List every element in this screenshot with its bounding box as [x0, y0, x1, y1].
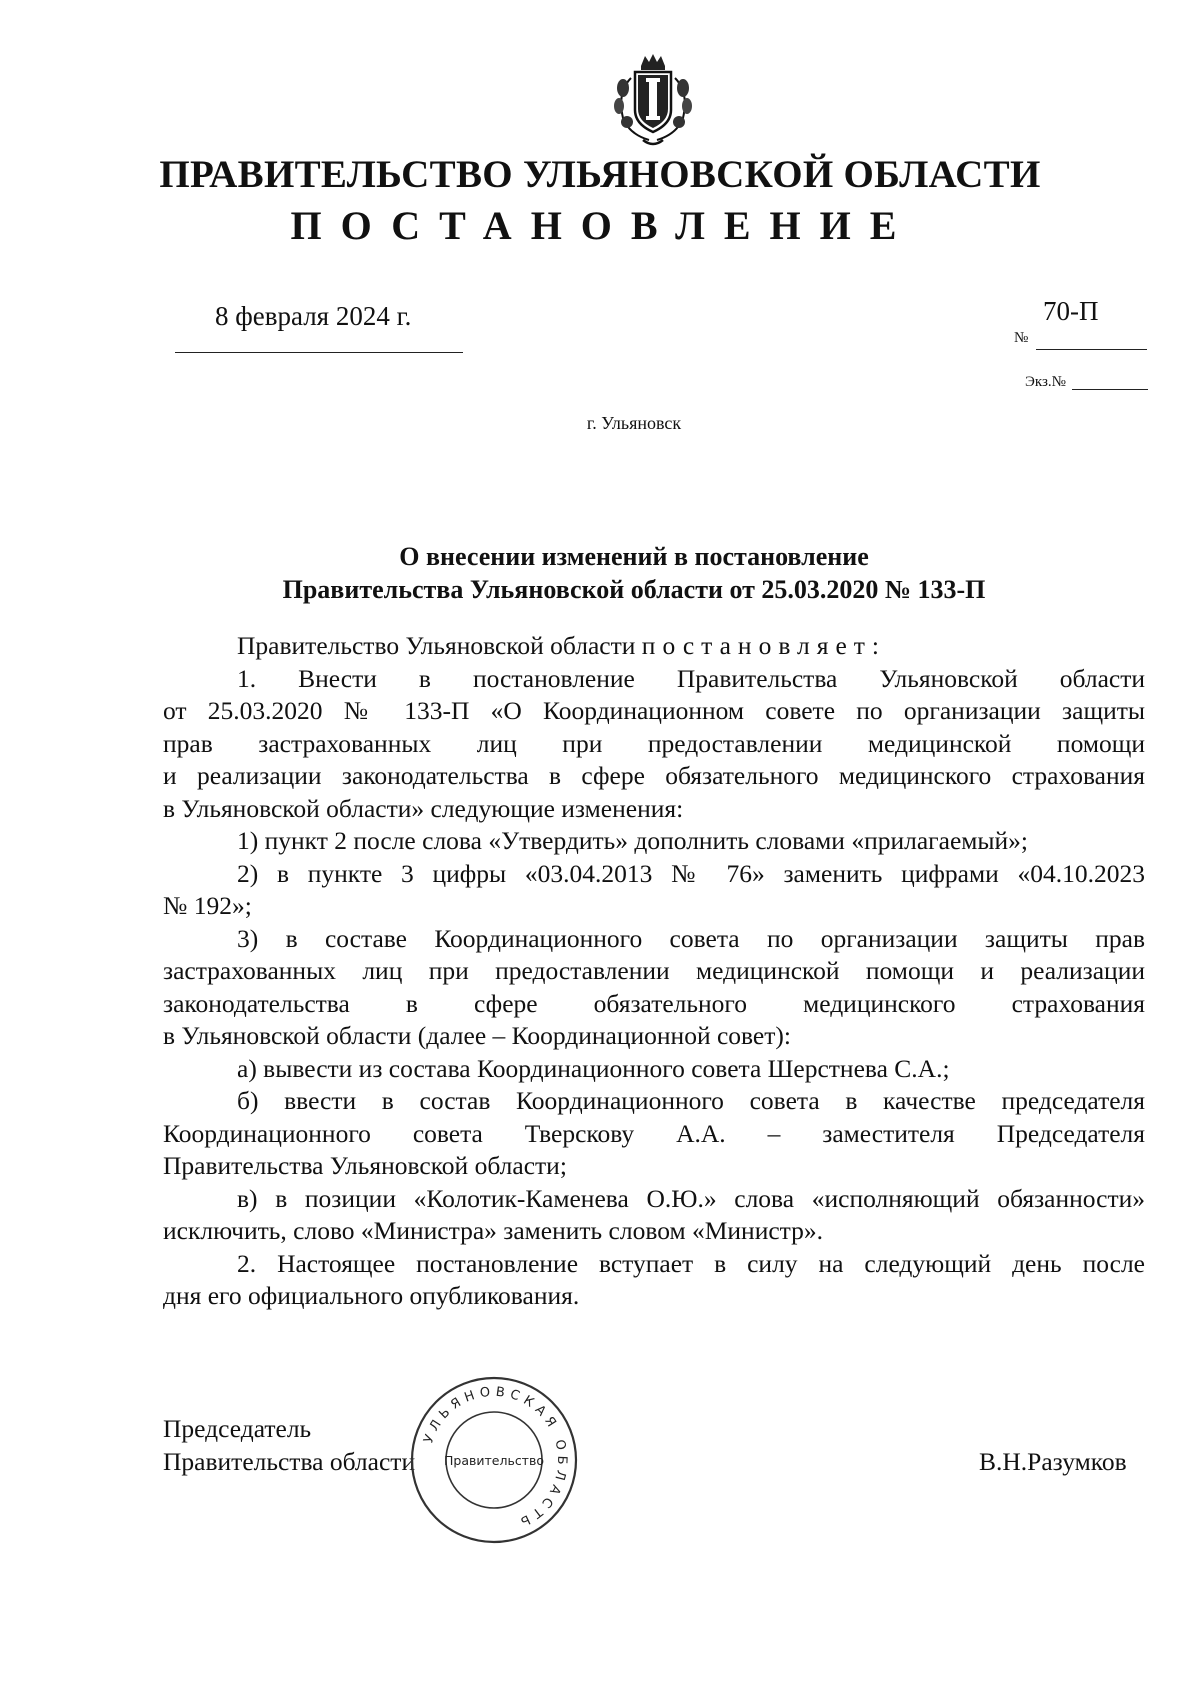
paragraph-line: 3) в составе Координационного совета по организации защиты прав: [237, 923, 1145, 953]
document-number: 70-П: [1043, 296, 1099, 326]
paragraph-line: дня его официального опубликования.: [163, 1281, 580, 1310]
subject-line: Правительства Ульяновской области от 25.03.2020 № 133-П: [282, 575, 986, 604]
paragraph-line: в Ульяновской области (далее – Координационной совет):: [163, 1021, 791, 1050]
stamp-ring-text: УЛЬЯНОВСКАЯ ОБЛАСТЬ: [421, 1384, 570, 1531]
paragraph-line: исключить, слово «Министра» заменить словом «Министр».: [163, 1216, 823, 1245]
copy-number-label: Экз.№: [1025, 374, 1066, 390]
paragraph-line: в Ульяновской области» следующие изменения:: [163, 793, 684, 823]
paragraph-line: законодательства в сфере обязательного медицинского страхования: [163, 988, 1145, 1018]
paragraph-line: Координационного совета Тверскову А.А. – заместителя Председателя: [163, 1118, 1145, 1148]
document-subject: [0, 540, 1200, 606]
paragraph-line: 1) пункт 2 после слова «Утвердить» дополнить словами «прилагаемый»;: [237, 826, 1029, 855]
coat-of-arms-icon: [605, 52, 701, 152]
stamp-center-text: Правительство: [444, 1453, 544, 1468]
intro-paragraph: [163, 630, 1145, 663]
signatory-position: [163, 1412, 415, 1478]
paragraph-line: а) вывести из состава Координационного совета Шерстнева С.А.;: [237, 1053, 950, 1083]
government-title: ПРАВИТЕЛЬСТВО УЛЬЯНОВСКОЙ ОБЛАСТИ: [159, 153, 1041, 196]
official-stamp: [408, 1374, 580, 1546]
intro-verb: постановляет:: [641, 631, 887, 660]
signatory-position-line: Председатель: [163, 1414, 312, 1443]
paragraph-line: и реализации законодательства в сфере обязательного медицинского страхования: [163, 761, 1145, 790]
paragraph-line: в) в позиции «Колотик-Каменева О.Ю.» слова «исполняющий обязанности»: [237, 1183, 1145, 1213]
intro-prefix: Правительство Ульяновской области: [237, 631, 636, 660]
paragraph-line: 2) в пункте 3 цифры «03.04.2013 № 76» заменить цифрами «04.10.2023: [237, 858, 1145, 888]
copy-number-underline: [1072, 389, 1148, 390]
paragraph-line: 2. Настоящее постановление вступает в силу на следующий день после: [237, 1248, 1145, 1278]
paragraph-line: от 25.03.2020 № 133-П «О Координационном совете по организации защиты: [163, 696, 1145, 725]
document-body: [163, 630, 1145, 1313]
number-underline: [1036, 349, 1147, 350]
document-type-title: ПОСТАНОВЛЕНИЕ: [290, 203, 916, 248]
paragraph-line: 1. Внести в постановление Правительства Ульяновской области: [237, 663, 1145, 693]
paragraph-line: Правительства Ульяновской области;: [163, 1151, 567, 1180]
number-label: №: [1014, 330, 1029, 346]
date-underline: [175, 352, 463, 353]
paragraph-line: № 192»;: [163, 891, 252, 920]
document-date: 8 февраля 2024 г.: [215, 301, 412, 331]
paragraph-line: б) ввести в состав Координационного совета в качестве председателя: [237, 1086, 1145, 1115]
signatory-position-line: Правительства области: [163, 1447, 416, 1476]
subject-line: О внесении изменений в постановление: [399, 542, 869, 571]
paragraph-line: застрахованных лиц при предоставлении медицинской помощи и реализации: [163, 956, 1145, 985]
city: г. Ульяновск: [586, 413, 682, 433]
signatory-name: В.Н.Разумков: [979, 1447, 1127, 1476]
paragraph-line: прав застрахованных лиц при предоставлении медицинской помощи: [163, 728, 1145, 758]
